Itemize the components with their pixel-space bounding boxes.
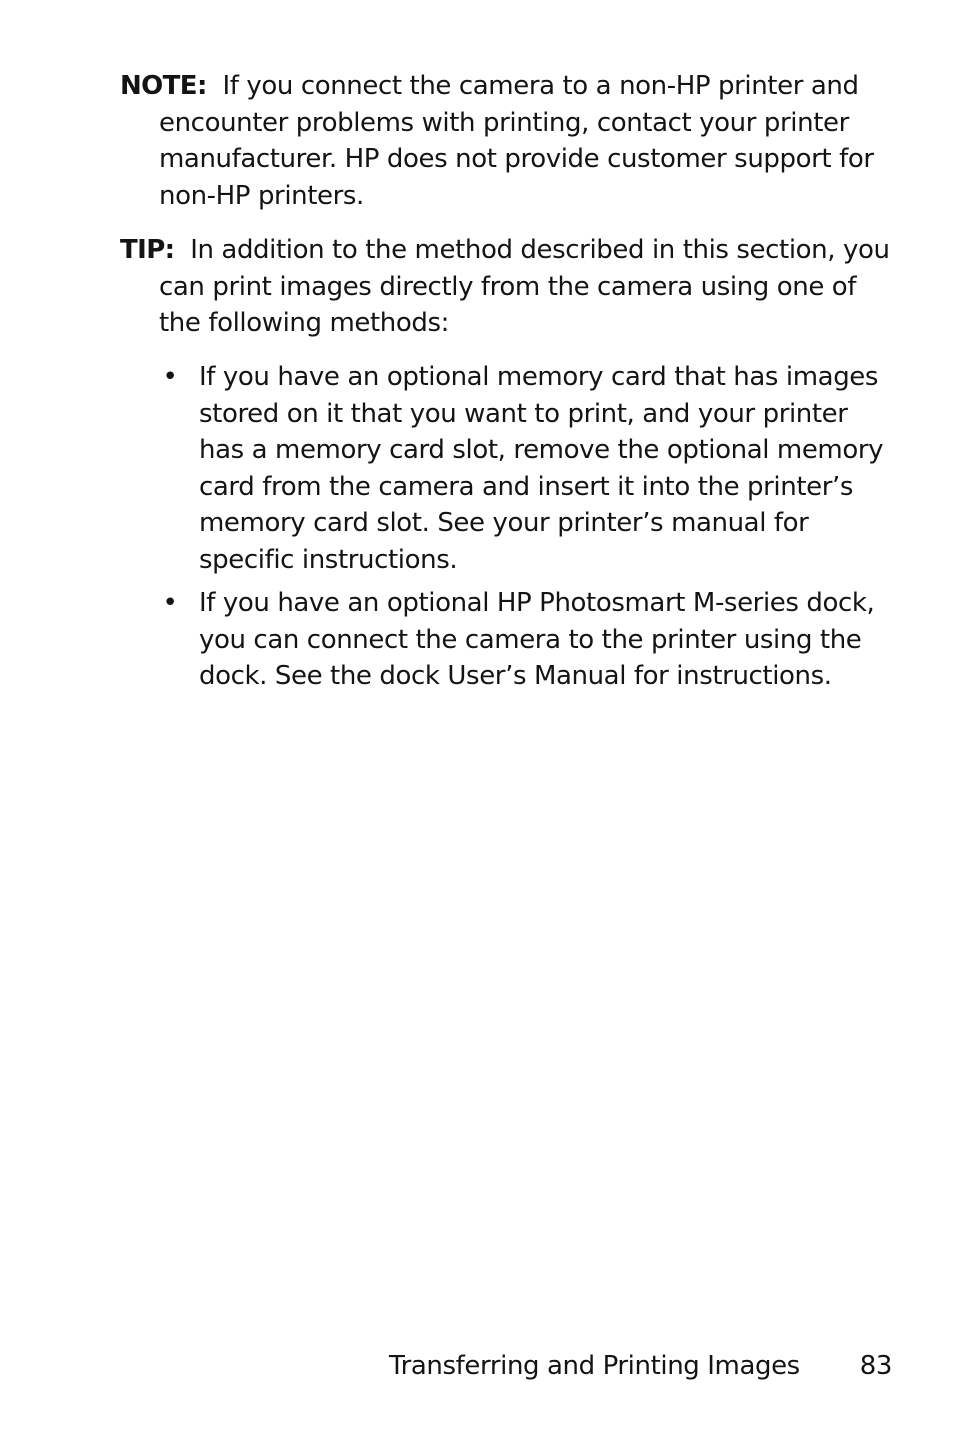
bullet-icon: • <box>162 362 178 392</box>
tip-label: TIP: <box>120 235 175 265</box>
list-item <box>160 585 894 695</box>
list-item-text: If you have an optional memory card that has images stored on it that you want to print, and your printer has a memory card slot, remove the optional memory card from the camera and insert it into the printer’s memory card slot. See your printer’s manual for specific instructions. <box>199 362 884 575</box>
list-item <box>160 359 894 578</box>
page-footer <box>389 1348 892 1384</box>
footer-section-title: Transferring and Printing Images <box>388 1351 800 1381</box>
tip-text: In addition to the method described in this section, you can print images directly from the camera using one of the following methods: <box>159 235 890 338</box>
note-label: NOTE: <box>120 71 207 101</box>
tip-method-list <box>160 359 894 702</box>
bullet-icon: • <box>162 588 178 618</box>
tip-paragraph <box>120 232 890 342</box>
list-item-text: If you have an optional HP Photosmart M-series dock, you can connect the camera to the printer using the dock. See the dock User’s Manual for instructions. <box>199 588 875 691</box>
note-paragraph <box>120 68 890 214</box>
page-number: 83 <box>859 1351 892 1381</box>
note-text: If you connect the camera to a non-HP printer and encounter problems with printing, contact your printer manufacturer. HP does not provide customer support for non-HP printers. <box>159 71 874 211</box>
